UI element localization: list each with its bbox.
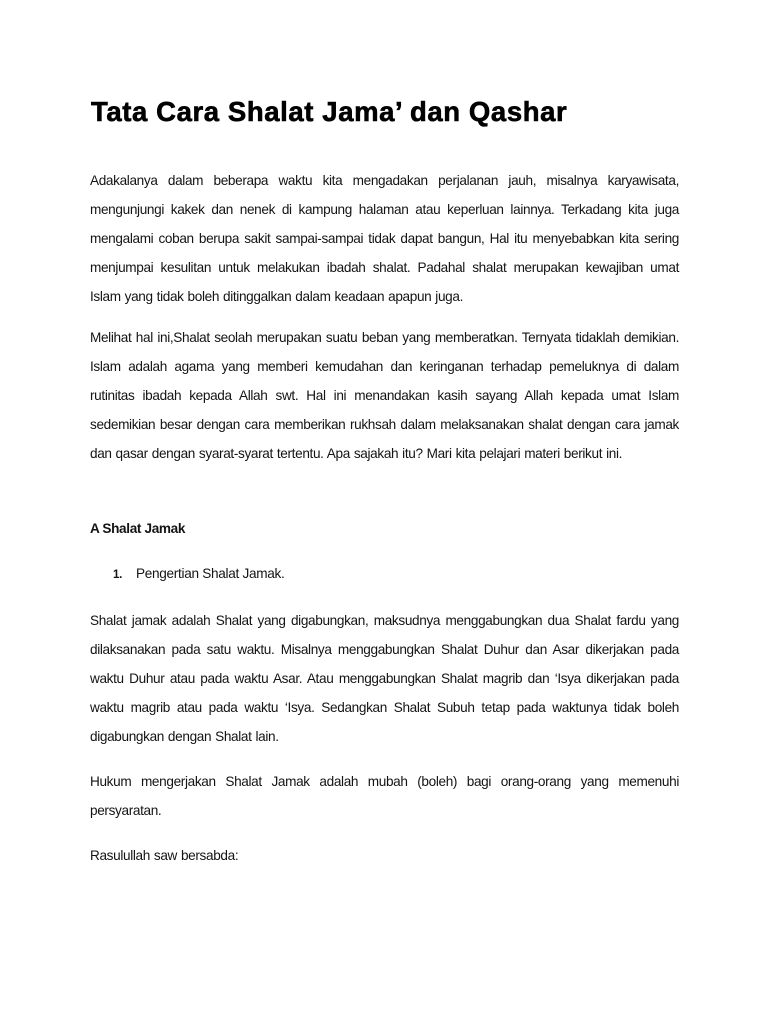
list-item bbox=[113, 559, 284, 590]
hadith-intro-paragraph: Rasulullah saw bersabda: bbox=[90, 848, 239, 863]
section-heading-shalat-jamak: A Shalat Jamak bbox=[90, 521, 186, 536]
intro-paragraph-1: Adakalanya dalam beberapa waktu kita mengadakan perjalanan jauh, misalnya karyawisata, mengunjungi kakek dan nenek di kampung halaman atau keperluan lainnya. Terkadang kita juga mengalami coban berupa sakit sampai-sampai tidak dapat bangun, Hal itu menyebabkan kita sering menjumpai kesulitan untuk melakukan ibadah shalat. Padahal shalat merupakan kewajiban umat Islam yang tidak boleh ditinggalkan dalam keadaan apapun juga. bbox=[90, 173, 679, 304]
definition-paragraph: Shalat jamak adalah Shalat yang digabungkan, maksudnya menggabungkan dua Shalat fardu yang dilaksanakan pada satu waktu. Misalnya menggabungkan Shalat Duhur dan Asar dikerjakan pada waktu Duhur atau pada waktu Asar. Atau menggabungkan Shalat magrib dan ‘Isya dikerjakan pada waktu magrib atau pada waktu ‘Isya. Sedangkan Shalat Subuh tetap pada waktunya tidak boleh digabungkan dengan Shalat lain. bbox=[90, 613, 679, 744]
numbered-list bbox=[113, 559, 284, 590]
ruling-paragraph: Hukum mengerjakan Shalat Jamak adalah mubah (boleh) bagi orang-orang yang memenuhi persyaratan. bbox=[90, 774, 679, 818]
list-item-text: Pengertian Shalat Jamak. bbox=[136, 566, 285, 581]
list-number: 1. bbox=[113, 569, 122, 581]
intro-paragraph-2: Melihat hal ini,Shalat seolah merupakan suatu beban yang memberatkan. Ternyata tidaklah demikian. Islam adalah agama yang memberi kemudahan dan keringanan terhadap pemeluknya di dalam rutinitas ibadah kepada Allah swt. Hal ini menandakan kasih sayang Allah kepada umat Islam sedemikian besar dengan cara memberikan rukhsah dalam melaksanakan shalat dengan cara jamak dan qasar dengan syarat-syarat tertentu. Apa sajakah itu? Mari kita pelajari materi berikut ini. bbox=[90, 330, 679, 461]
document-title: Tata Cara Shalat Jama’ dan Qashar bbox=[91, 96, 568, 127]
